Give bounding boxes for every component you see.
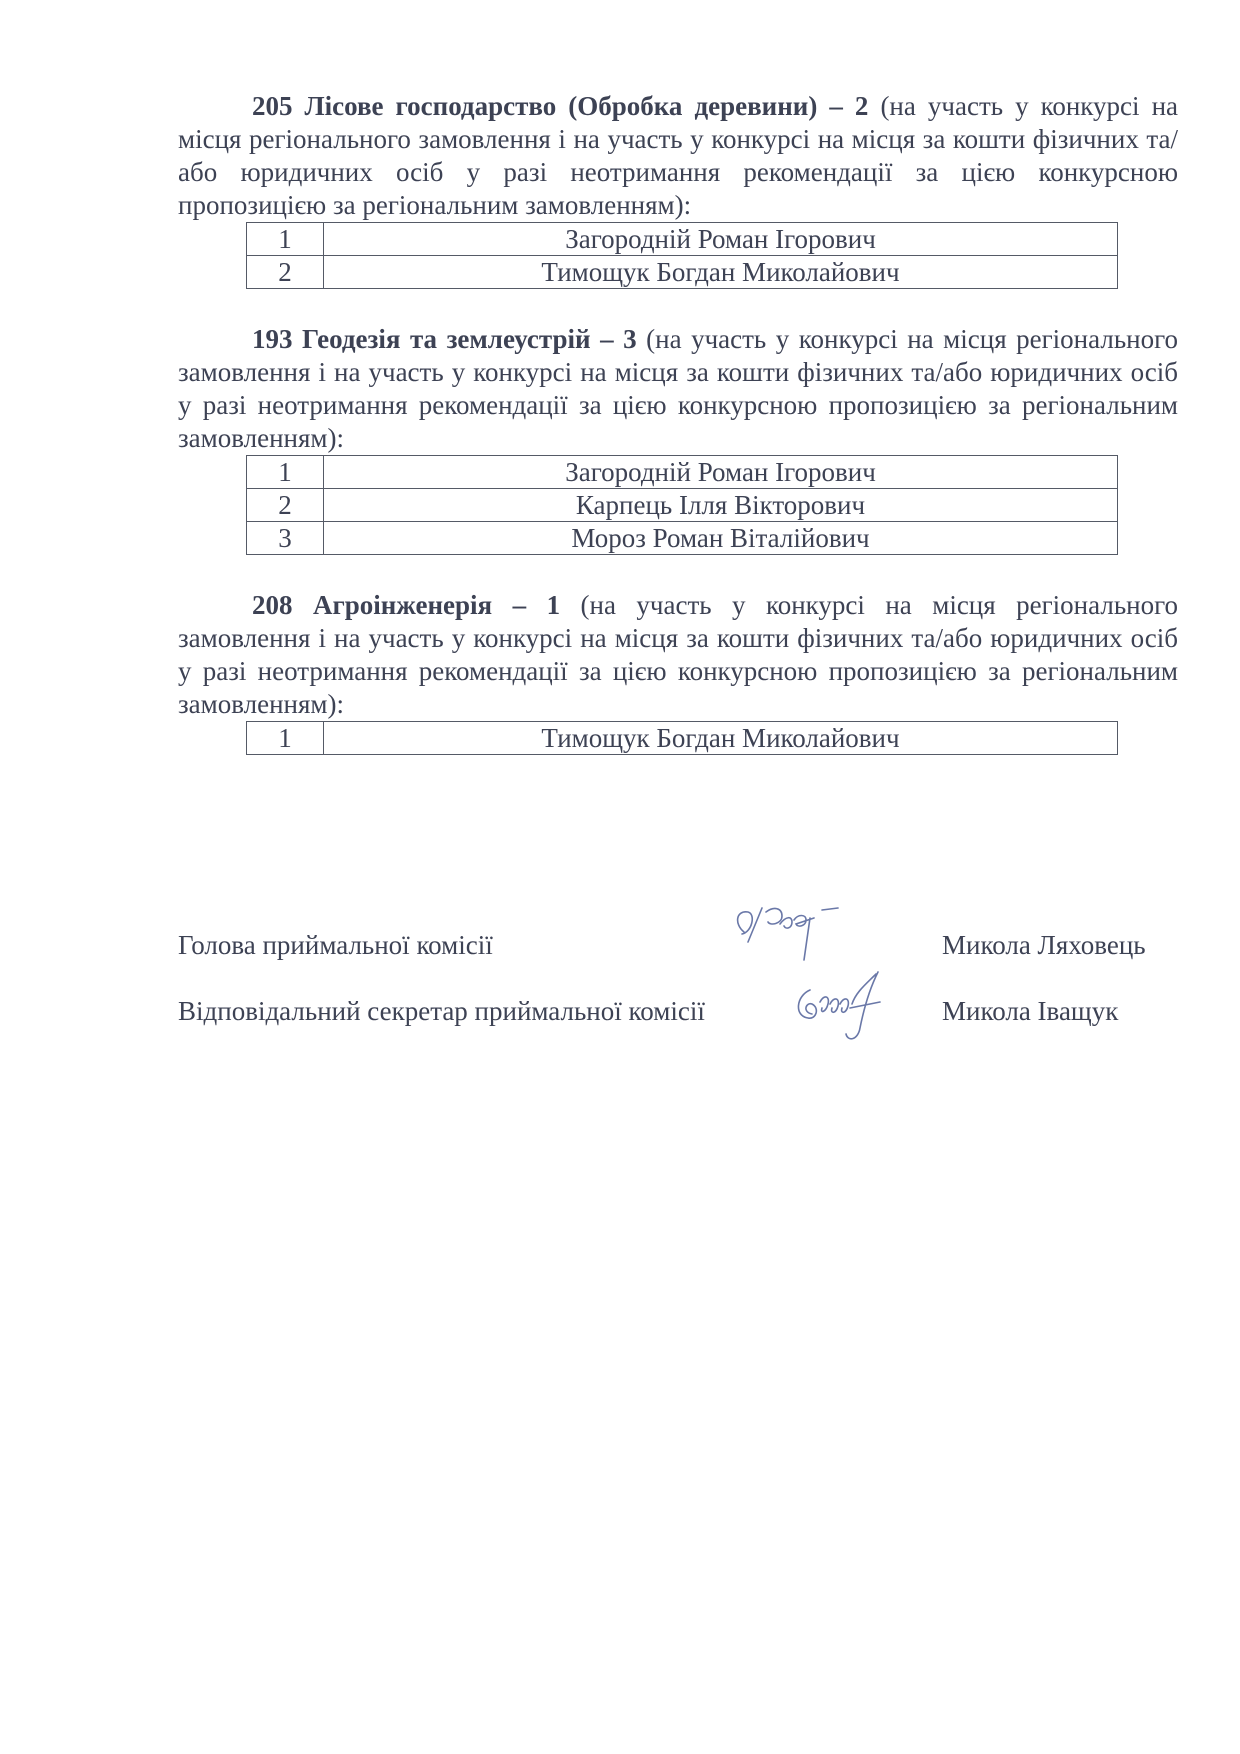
table-row: [247, 223, 1118, 256]
specialty-heading: 208 Агроінженерія – 1: [252, 590, 561, 620]
specialty-section: [178, 90, 1178, 289]
signature-row-secretary: [178, 996, 1178, 1062]
signatory-name: Микола Іващук: [942, 996, 1119, 1026]
handwritten-signature: [790, 968, 900, 1058]
specialty-section: [178, 589, 1178, 755]
specialty-section: [178, 323, 1178, 555]
signatory-role: Відповідальний секретар приймальної комісії: [178, 996, 705, 1026]
signatory-name: Микола Ляховець: [942, 930, 1146, 960]
row-number: 1: [247, 722, 324, 755]
applicant-name: Тимощук Богдан Миколайович: [324, 256, 1118, 289]
specialty-description: (на участь у конкурсі на місця регіонального замовлення і на участь у конкурсі на місця за кошти фізичних та/або юридичних осіб у разі неотримання рекомендації за цією конкурсною пропозицією за регіональним замовленням):: [178, 324, 1178, 453]
applicant-name: Карпець Ілля Вікторович: [324, 489, 1118, 522]
specialty-paragraph: [178, 90, 1178, 222]
row-number: 1: [247, 223, 324, 256]
specialty-heading: 193 Геодезія та землеустрій – 3: [252, 324, 637, 354]
applicant-table: [246, 721, 1118, 755]
specialty-paragraph: [178, 323, 1178, 455]
signature-row-chair: [178, 930, 1178, 996]
table-row: [247, 522, 1118, 555]
signature-block: [178, 930, 1178, 1062]
applicant-name: Загородній Роман Ігорович: [324, 456, 1118, 489]
applicant-name: Мороз Роман Віталійович: [324, 522, 1118, 555]
specialty-description: (на участь у конкурсі на місця регіонального замовлення і на участь у конкурсі на місця за кошти фізичних та/або юридичних осіб у разі неотримання рекомендації за цією конкурсною пропозицією за регіональним замовленням):: [178, 590, 1178, 719]
applicant-table: [246, 455, 1118, 555]
table-row: [247, 456, 1118, 489]
signatory-role: Голова приймальної комісії: [178, 930, 493, 960]
specialty-description: (на участь у конкурсі на місця регіонального замовлення і на участь у конкурсі на місця за кошти фізичних та/або юридичних осіб у разі неотримання рекомендації за цією конкурсною пропозицією за регіональним замовленням):: [178, 91, 1178, 220]
table-row: [247, 722, 1118, 755]
row-number: 2: [247, 256, 324, 289]
row-number: 2: [247, 489, 324, 522]
table-row: [247, 256, 1118, 289]
document-page: [178, 90, 1178, 789]
row-number: 3: [247, 522, 324, 555]
applicant-name: Тимощук Богдан Миколайович: [324, 722, 1118, 755]
specialty-paragraph: [178, 589, 1178, 721]
specialty-heading: 205 Лісове господарство (Обробка деревини) – 2: [252, 91, 869, 121]
applicant-name: Загородній Роман Ігорович: [324, 223, 1118, 256]
row-number: 1: [247, 456, 324, 489]
applicant-table: [246, 222, 1118, 289]
table-row: [247, 489, 1118, 522]
